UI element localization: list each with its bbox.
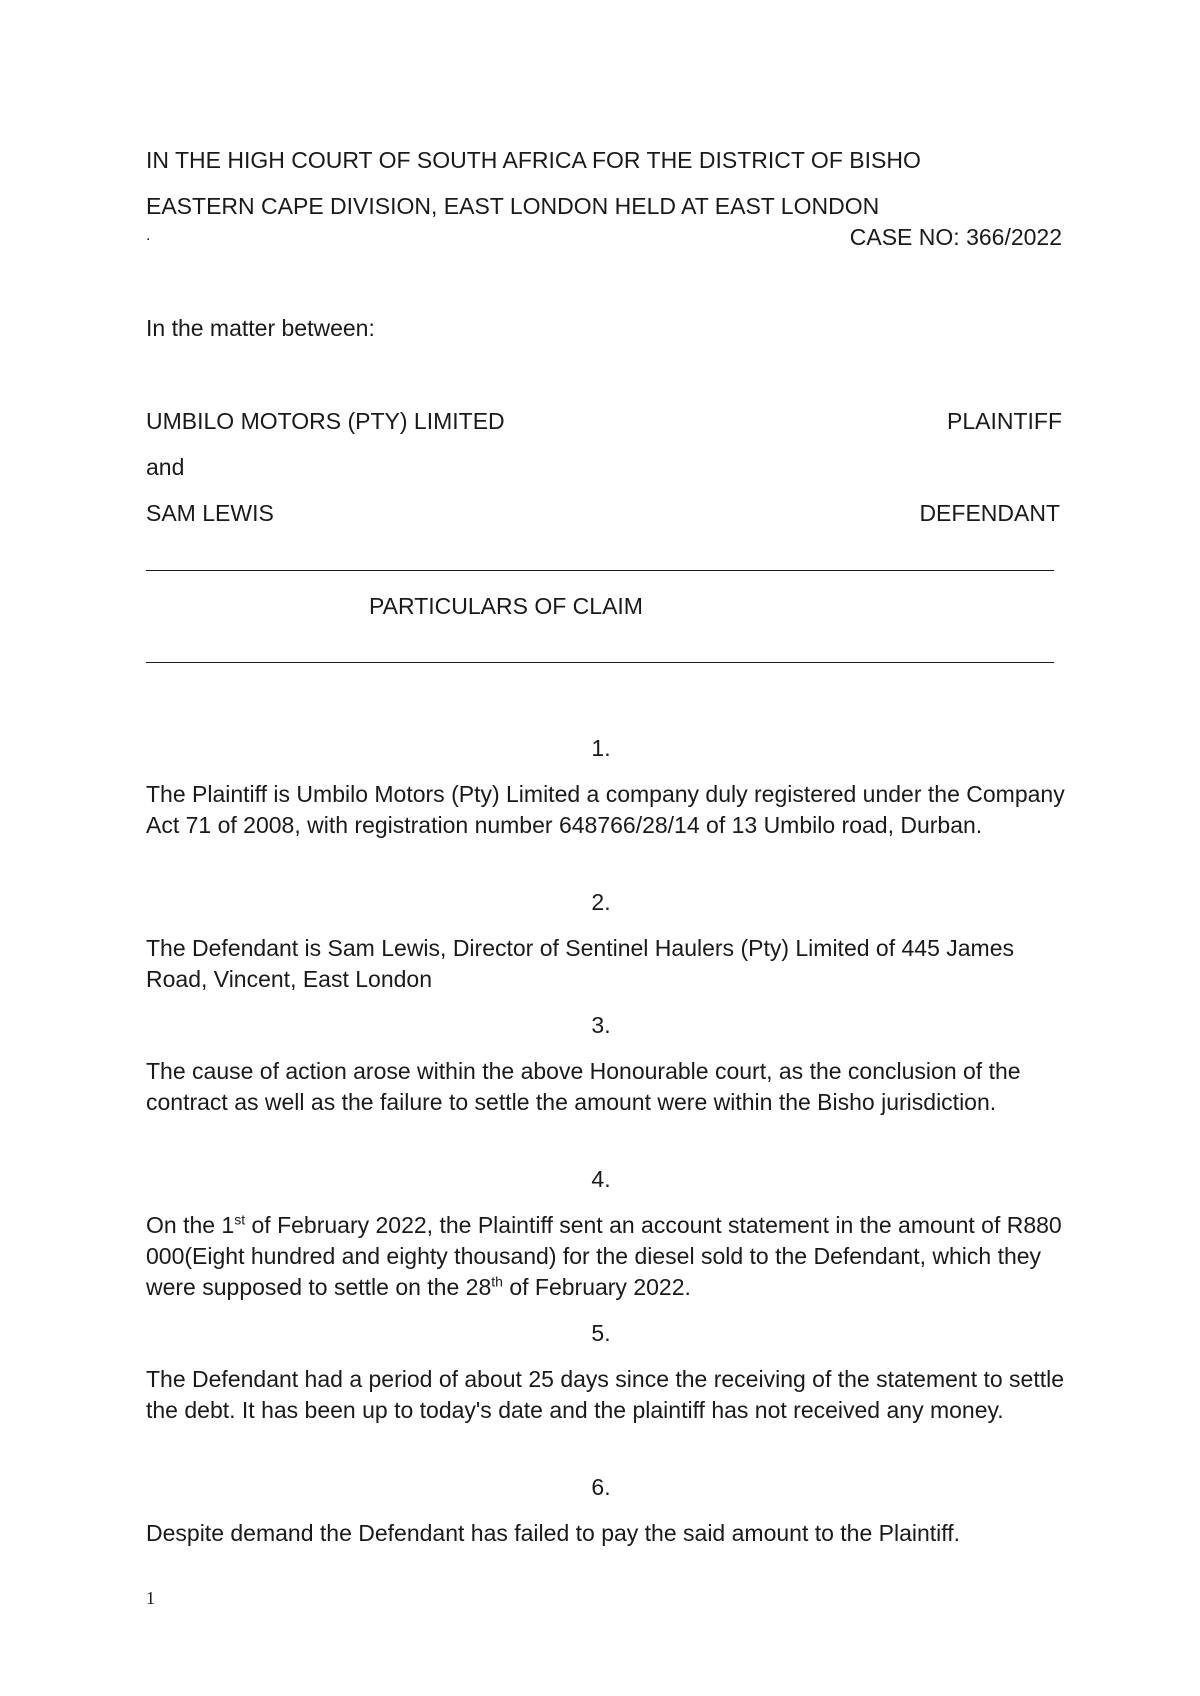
page-number: 1 [146, 1588, 155, 1608]
and-connector: and [146, 454, 185, 480]
paragraph-number-6: 6. [591, 1474, 611, 1500]
paragraph-1: The Plaintiff is Umbilo Motors (Pty) Limited a company duly registered under the Company Act 71 of 2008, with registration number 648766/28/14 of 13 Umbilo road, Durban. [146, 781, 1065, 838]
heading-dot: . [146, 227, 151, 244]
paragraph-2: The Defendant is Sam Lewis, Director of Sentinel Haulers (Pty) Limited of 445 James Road, Vincent, East London [146, 935, 1014, 992]
paragraph-5: The Defendant had a period of about 25 days since the receiving of the statement to settle the debt. It has been up to today's date and the plaintiff has not received any money. [146, 1366, 1065, 1423]
paragraph-4 [146, 1210, 1066, 1303]
paragraph-4-part-a: On the 1 [146, 1212, 235, 1238]
paragraph-6: Despite demand the Defendant has failed to pay the said amount to the Plaintiff. [146, 1520, 961, 1546]
paragraph-number-4: 4. [591, 1166, 611, 1192]
top-rule [146, 570, 1054, 571]
defendant-role: DEFENDANT [919, 500, 1060, 526]
paragraph-number-5: 5. [591, 1320, 611, 1346]
court-heading-line-1: IN THE HIGH COURT OF SOUTH AFRICA FOR THE DISTRICT OF BISHO [146, 147, 921, 173]
document-title [146, 591, 1156, 622]
paragraph-number-1: 1. [591, 735, 611, 761]
paragraph-4-part-c: of February 2022. [502, 1274, 691, 1300]
paragraph-3: The cause of action arose within the above Honourable court, as the conclusion of the contract as well as the failure to settle the amount were within the Bisho jurisdiction. [146, 1058, 1021, 1115]
paragraph-number-3: 3. [591, 1012, 611, 1038]
matter-intro: In the matter between: [146, 315, 375, 341]
document-title-text: PARTICULARS OF CLAIM [369, 593, 643, 619]
defendant-name: SAM LEWIS [146, 500, 274, 526]
plaintiff-role: PLAINTIFF [946, 408, 1062, 434]
case-number: CASE NO: 366/2022 [849, 224, 1062, 250]
bottom-rule [146, 662, 1054, 663]
paragraph-number-2: 2. [591, 889, 611, 915]
court-heading-line-2: EASTERN CAPE DIVISION, EAST LONDON HELD AT EAST LONDON [146, 193, 880, 219]
ordinal-suffix-st: st [234, 1211, 246, 1228]
ordinal-suffix-th: th [491, 1273, 503, 1290]
plaintiff-name: UMBILO MOTORS (PTY) LIMITED [146, 408, 505, 434]
paragraph-4-part-b: of February 2022, the Plaintiff sent an account statement in the amount of R880 000(Eight hundred and eighty thousand) for the diesel sold to the Defendant, which they were supposed to settle on the 28 [146, 1212, 1062, 1300]
